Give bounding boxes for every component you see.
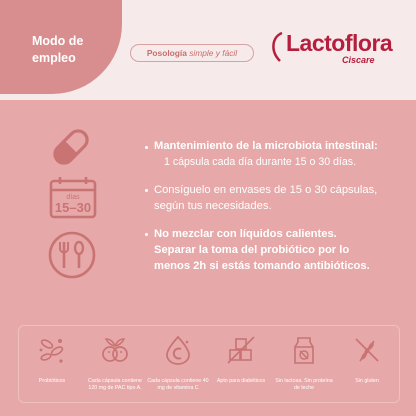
instruction-1-detail: 1 cápsula cada día durante 15 o 30 días. (164, 156, 357, 168)
mode-title: Modo de empleo (32, 34, 84, 65)
plate-cutlery-icon (47, 230, 97, 280)
wheat-crossed-icon (352, 335, 382, 365)
instruction-3-bold: No mezclar con líquidos calientes. Separar la toma del probiótico por lo menos 2h si estás tomando antibióticos. (154, 228, 370, 272)
dosage-pill (130, 44, 254, 62)
instruction-3 (154, 226, 380, 274)
capsule-icon (48, 124, 94, 170)
pill-regular-text: Posología (146, 48, 187, 58)
feature-vitamin-c (146, 326, 210, 404)
bullet-1 (145, 146, 148, 149)
feature-label-gluten-free: Sin gluten (355, 378, 379, 384)
feature-gluten-free (335, 326, 399, 404)
feature-lactose-free (272, 326, 336, 404)
feature-label-probiotics: Probióticos (38, 378, 66, 384)
feature-label-vitamin-c: Cada cápsula contiene 40 mg de vitamina C (147, 378, 209, 391)
instruction-2: Consíguelo en envases de 15 o 30 cápsulas, según tus necesidades. (154, 184, 378, 212)
features-box (18, 325, 400, 403)
vitamin-c-drop-icon (163, 335, 193, 365)
feature-cranberry (83, 326, 147, 404)
brand-sub: Ciscare (342, 55, 375, 65)
calendar-range-text: 15–30 (54, 200, 92, 215)
bullet-2 (145, 189, 148, 192)
pill-italic-text: simple y fácil (189, 48, 238, 58)
instruction-1 (154, 138, 394, 170)
feature-label-diabetic: Apto para diabéticos (216, 378, 266, 384)
cranberry-icon (100, 335, 130, 365)
feature-probiotics (20, 326, 84, 404)
brand-name: Lactoflora (286, 30, 393, 56)
instruction-1-bold: Mantenimiento de la microbiota intestinal: (154, 140, 378, 152)
brand-logo (268, 29, 398, 71)
sugar-cubes-icon (226, 335, 256, 365)
calendar-icon (48, 176, 98, 220)
feature-label-lactose-free: Sin lactosa. Sin proteína de leche (275, 378, 333, 391)
logo-arc-icon (268, 31, 286, 63)
feature-diabetic (209, 326, 273, 404)
feature-label-cranberry: Cada cápsula contiene 120 mg de PAC tipo A. (88, 378, 142, 391)
calendar-days-text: días (66, 194, 80, 201)
probiotic-bacteria-icon (37, 335, 67, 365)
bullet-3 (145, 233, 148, 236)
milk-carton-icon (289, 335, 319, 365)
